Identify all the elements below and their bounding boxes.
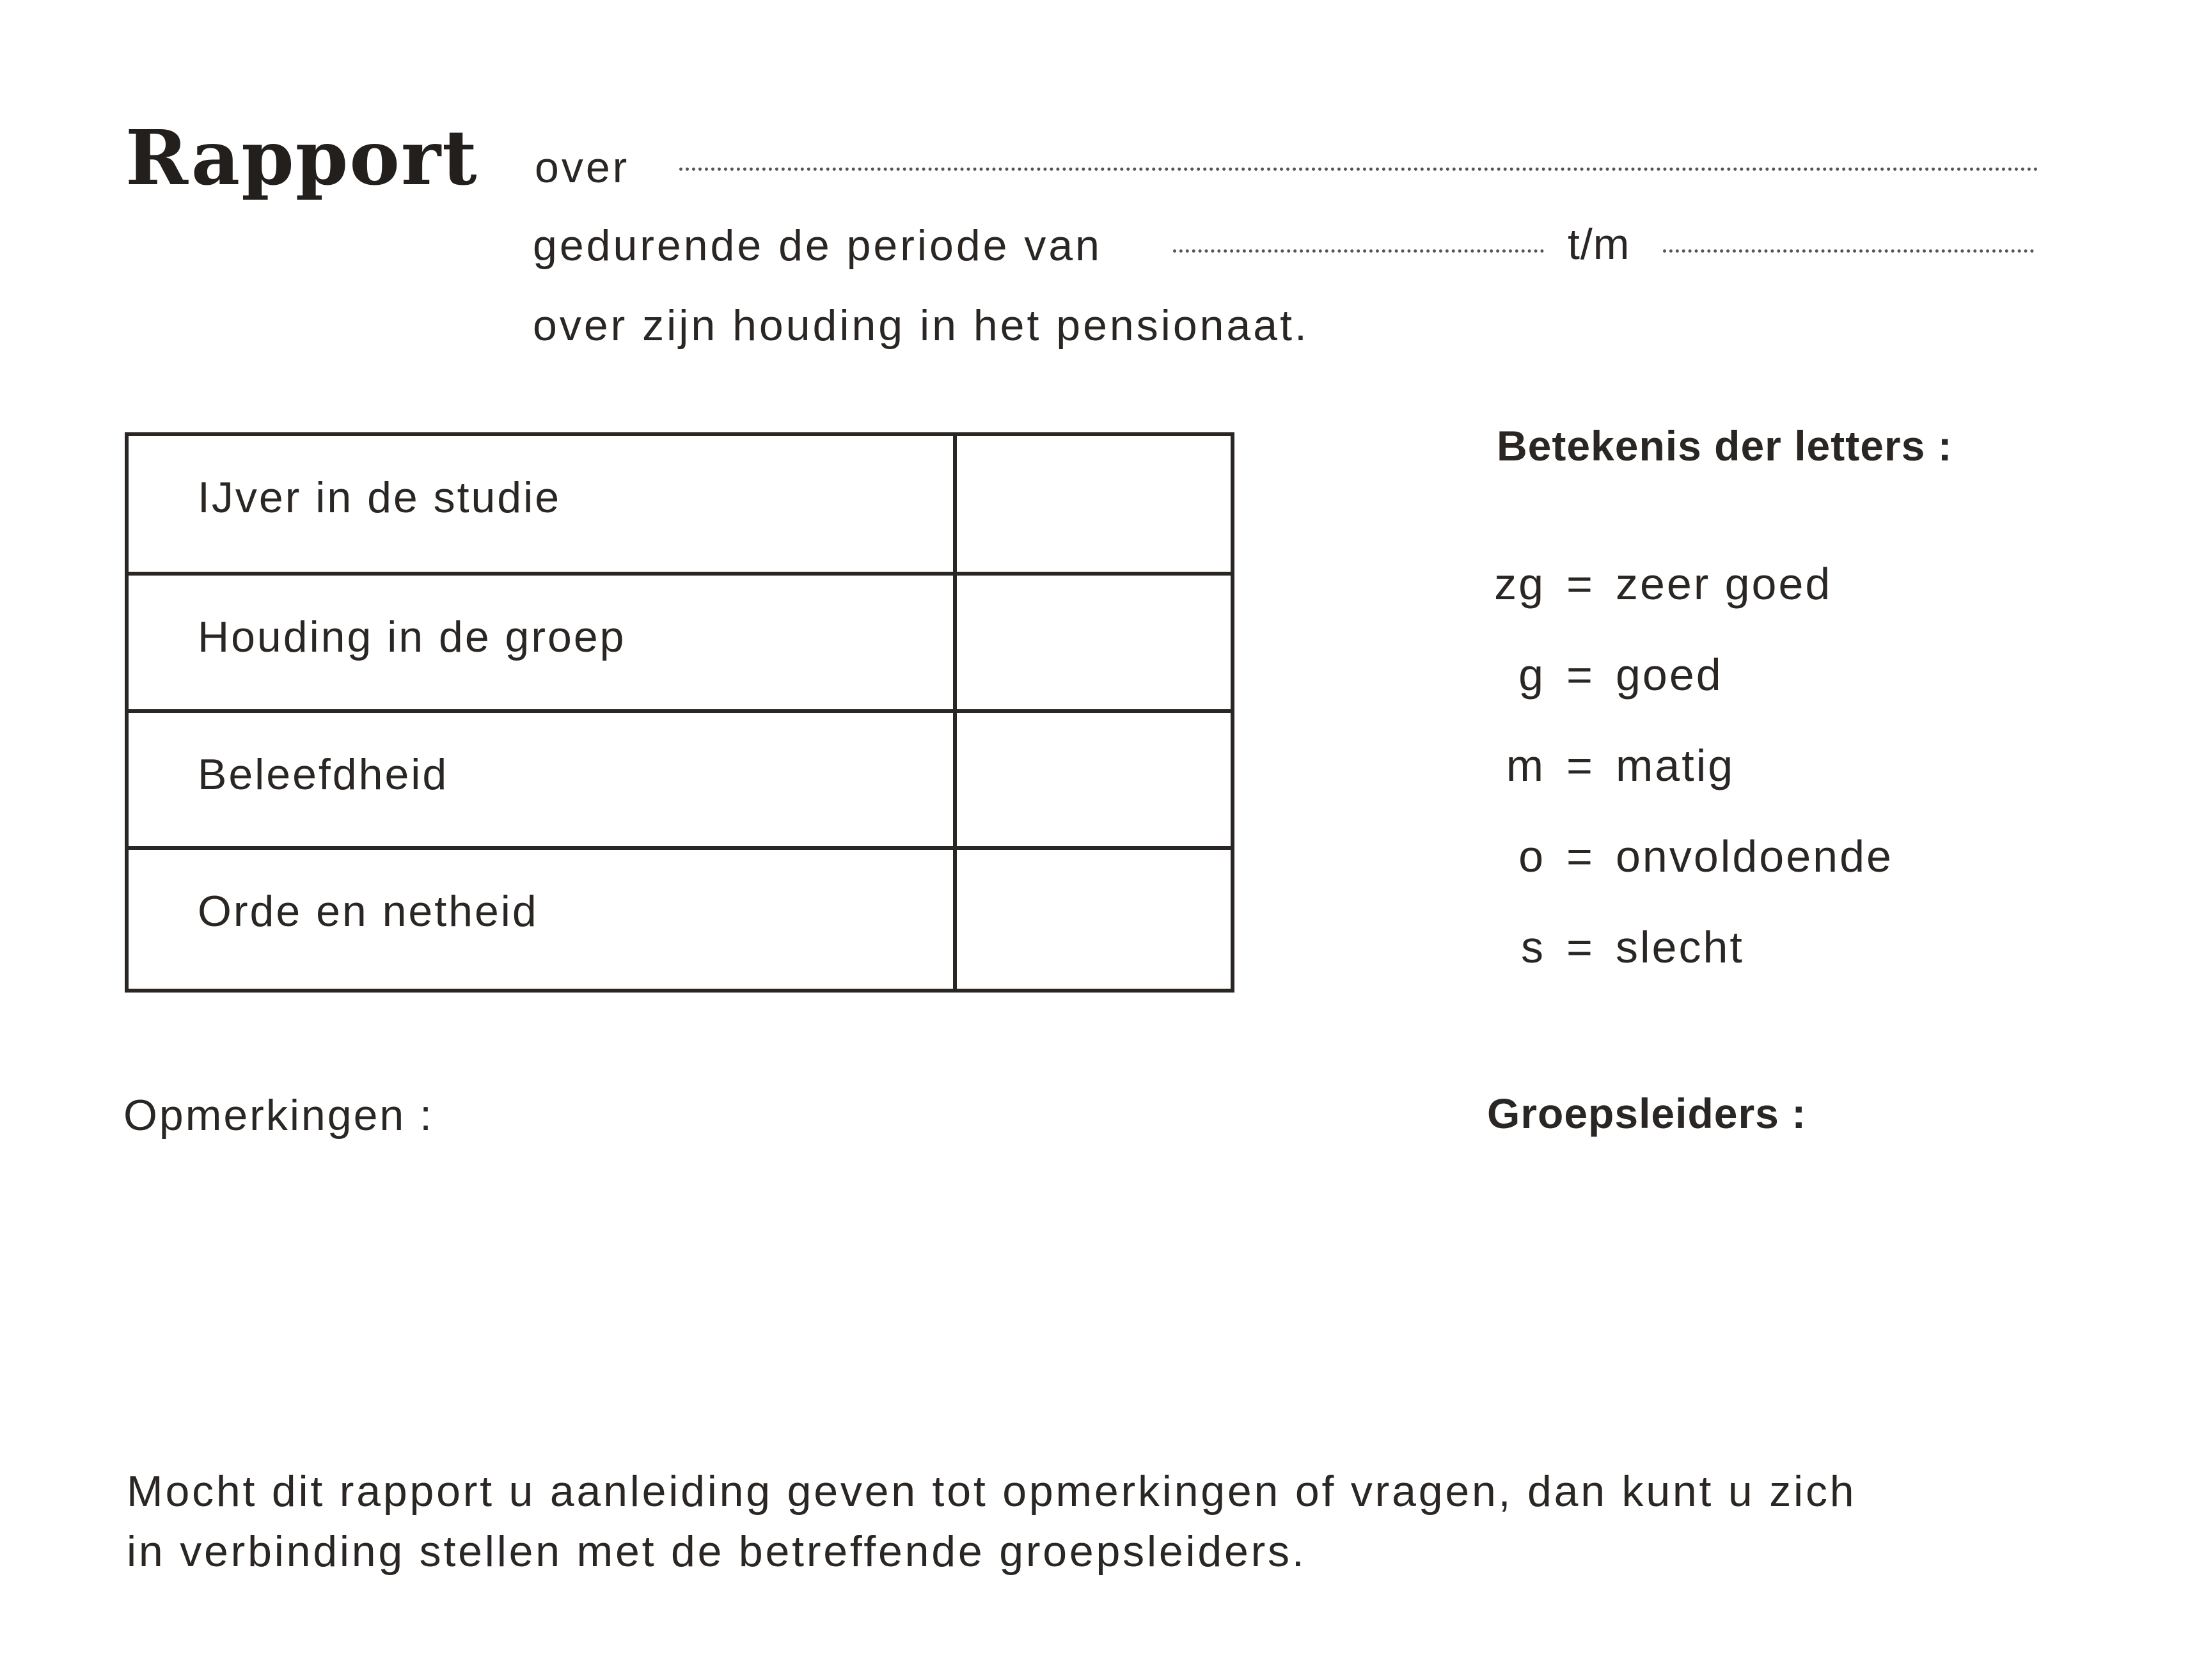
grade-row-houding [129,576,953,710]
grade-row-beleefdheid [129,713,953,847]
legend-meaning: zeer goed [1616,559,1832,609]
remarks-label: Opmerkingen : [123,1091,434,1140]
period-end-line[interactable] [1663,249,2034,253]
grade-label: IJver in de studie [198,473,562,522]
grade-cell-orde[interactable] [957,850,1231,984]
grade-cell-ijver[interactable] [957,436,1231,570]
legend-meaning: matig [1616,741,1735,790]
footer-line: Mocht dit rapport u aanleiding geven tot opmerkingen of vragen, dan kunt u zich [127,1467,1857,1516]
legend-equals: = [1566,831,1595,881]
legend-item [1484,831,1893,885]
grade-label: Orde en netheid [198,887,539,936]
period-until-label: t/m [1568,220,1630,269]
period-start-line[interactable] [1173,249,1544,253]
grade-cell-beleefdheid[interactable] [957,713,1231,847]
legend-equals: = [1566,922,1595,972]
subtitle-text: over zijn houding in het pensionaat. [533,301,1309,350]
legend-equals: = [1566,741,1595,790]
legend-item [1484,561,1832,613]
footer-note [127,1461,2045,1582]
grade-cell-houding[interactable] [957,576,1231,710]
group-leaders-label: Groepsleiders : [1487,1090,1807,1137]
legend-item [1484,922,1744,976]
legend-equals: = [1566,559,1595,609]
legend-meaning: onvoldoende [1616,831,1893,881]
footer-line: in verbinding stellen met de betreffende groepsleiders. [127,1527,1307,1576]
grade-label: Houding in de groep [198,613,626,661]
legend-item [1484,652,1723,703]
legend-meaning: goed [1616,650,1723,700]
period-label: gedurende de periode van [533,221,1102,270]
legend-code: zg [1494,559,1545,609]
legend-code: m [1506,741,1545,790]
grade-row-orde [129,850,953,984]
subject-name-line[interactable] [679,168,2038,171]
legend-meaning: slecht [1616,922,1744,972]
grade-row-ijver [129,436,953,570]
report-title: Rapport [125,113,478,202]
legend-item [1484,743,1735,794]
legend-title: Betekenis der letters : [1497,422,1953,469]
grade-label: Beleefdheid [198,750,449,799]
over-label: over [535,143,630,192]
grade-table [125,432,1234,993]
legend-equals: = [1566,650,1595,700]
legend-code: g [1518,650,1545,700]
legend-code: o [1518,831,1545,881]
legend-code: s [1521,922,1545,972]
